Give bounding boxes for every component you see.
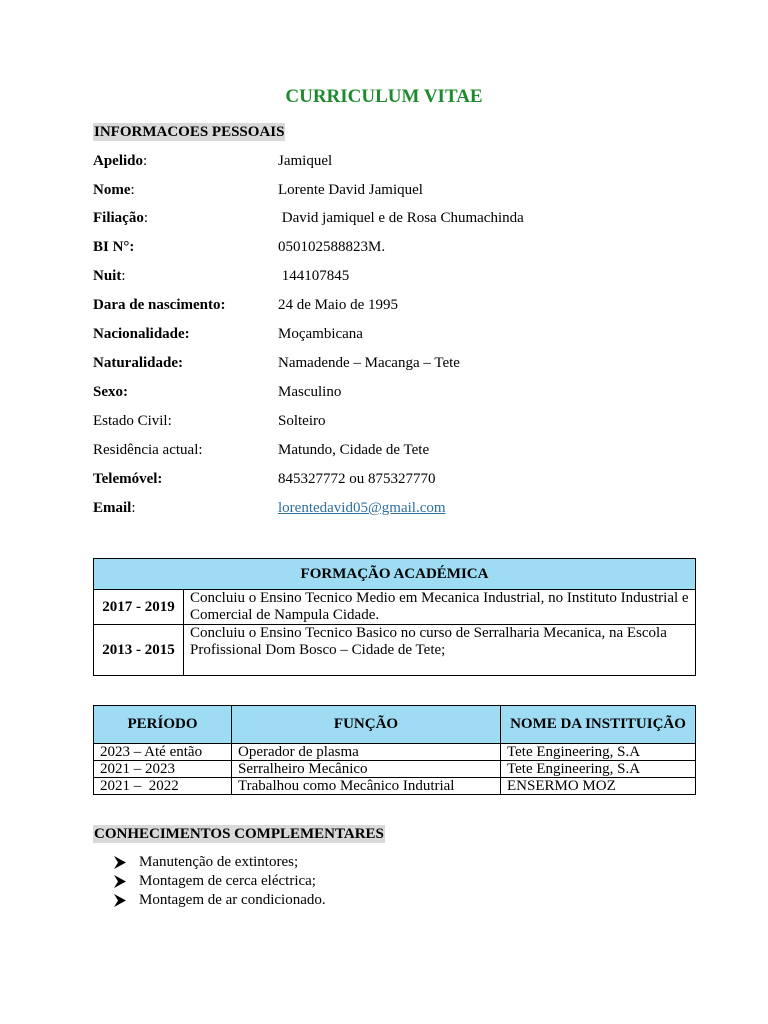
- info-label: Nacionalidade:: [93, 326, 190, 342]
- column-header-funcao: FUNÇÃO: [232, 706, 501, 744]
- skills-heading: CONHECIMENTOS COMPLEMENTARES: [94, 826, 384, 842]
- skills-list: [113, 853, 326, 910]
- info-row-nacionalidade: [93, 324, 693, 344]
- info-value: Lorente David Jamiquel: [278, 182, 423, 198]
- info-value: Moçambicana: [278, 326, 363, 342]
- info-row-bi: [93, 237, 693, 257]
- education-period: 2013 - 2015: [94, 625, 184, 676]
- personal-info-heading: INFORMACOES PESSOAIS: [94, 124, 285, 140]
- column-header-instituicao: NOME DA INSTITUIÇÃO: [501, 706, 696, 744]
- info-label: Estado Civil:: [93, 413, 172, 429]
- info-row-telemovel: [93, 469, 693, 489]
- arrow-bullet-icon: [113, 856, 127, 869]
- info-value: Matundo, Cidade de Tete: [278, 442, 430, 458]
- info-row-nascimento: [93, 295, 693, 315]
- education-table: [93, 558, 696, 676]
- experience-role: Operador de plasma: [232, 744, 501, 761]
- table-row: [94, 778, 696, 795]
- info-value: 050102588823M.: [278, 239, 386, 255]
- info-value: Jamiquel: [278, 153, 333, 169]
- experience-role: Trabalhou como Mecânico Indutrial: [232, 778, 501, 795]
- info-value: 144107845: [278, 268, 350, 284]
- info-row-filiacao: [93, 208, 693, 228]
- info-label: Filiação:: [93, 210, 148, 226]
- list-item: [113, 872, 326, 891]
- education-heading: FORMAÇÃO ACADÉMICA: [94, 559, 696, 590]
- info-label: Telemóvel:: [93, 471, 163, 487]
- education-description: Concluiu o Ensino Tecnico Medio em Mecanica Industrial, no Instituto Industrial e Comercial de Nampula Cidade.: [184, 590, 696, 625]
- table-row: [94, 625, 696, 676]
- arrow-bullet-icon: [113, 875, 127, 888]
- email-link[interactable]: lorentedavid05@gmail.com: [278, 500, 446, 516]
- experience-period: 2021 – 2022: [94, 778, 232, 795]
- info-label: Residência actual:: [93, 442, 203, 458]
- arrow-bullet-icon: [113, 894, 127, 907]
- list-item: [113, 853, 326, 872]
- education-period: 2017 - 2019: [94, 590, 184, 625]
- info-row-email: [93, 498, 693, 518]
- table-row: [94, 761, 696, 778]
- experience-role: Serralheiro Mecânico: [232, 761, 501, 778]
- experience-institution: Tete Engineering, S.A: [501, 761, 696, 778]
- info-value: Masculino: [278, 384, 342, 400]
- info-value: Namadende – Macanga – Tete: [278, 355, 460, 371]
- table-row: [94, 590, 696, 625]
- info-row-nuit: [93, 266, 693, 286]
- info-value: 845327772 ou 875327770: [278, 471, 436, 487]
- info-row-sexo: [93, 382, 693, 402]
- skill-text: Montagem de cerca eléctrica;: [139, 873, 316, 889]
- info-label: Email:: [93, 500, 136, 516]
- info-label: Apelido:: [93, 153, 148, 169]
- education-description: Concluiu o Ensino Tecnico Basico no curso de Serralharia Mecanica, na Escola Profissional Dom Bosco – Cidade de Tete;: [184, 625, 696, 676]
- info-label: Naturalidade:: [93, 355, 183, 371]
- info-value: Solteiro: [278, 413, 326, 429]
- experience-period: 2021 – 2023: [94, 761, 232, 778]
- skill-text: Manutenção de extintores;: [139, 854, 299, 870]
- info-label: Sexo:: [93, 384, 128, 400]
- info-row-nome: [93, 180, 693, 200]
- info-row-estado-civil: [93, 411, 693, 431]
- experience-institution: Tete Engineering, S.A: [501, 744, 696, 761]
- info-row-apelido: [93, 151, 693, 171]
- list-item: [113, 891, 326, 910]
- info-value: 24 de Maio de 1995: [278, 297, 398, 313]
- info-row-residencia: [93, 440, 693, 460]
- page-title: CURRICULUM VITAE: [285, 86, 483, 107]
- info-label: Nuit:: [93, 268, 126, 284]
- table-row: [94, 744, 696, 761]
- skill-text: Montagem de ar condicionado.: [139, 892, 326, 908]
- experience-table: [93, 705, 696, 795]
- column-header-periodo: PERÍODO: [94, 706, 232, 744]
- experience-period: 2023 – Até então: [94, 744, 232, 761]
- info-label: BI N°:: [93, 239, 135, 255]
- info-label: Dara de nascimento:: [93, 297, 226, 313]
- info-value: David jamiquel e de Rosa Chumachinda: [278, 210, 524, 226]
- info-label: Nome:: [93, 182, 135, 198]
- experience-institution: ENSERMO MOZ: [501, 778, 696, 795]
- info-row-naturalidade: [93, 353, 693, 373]
